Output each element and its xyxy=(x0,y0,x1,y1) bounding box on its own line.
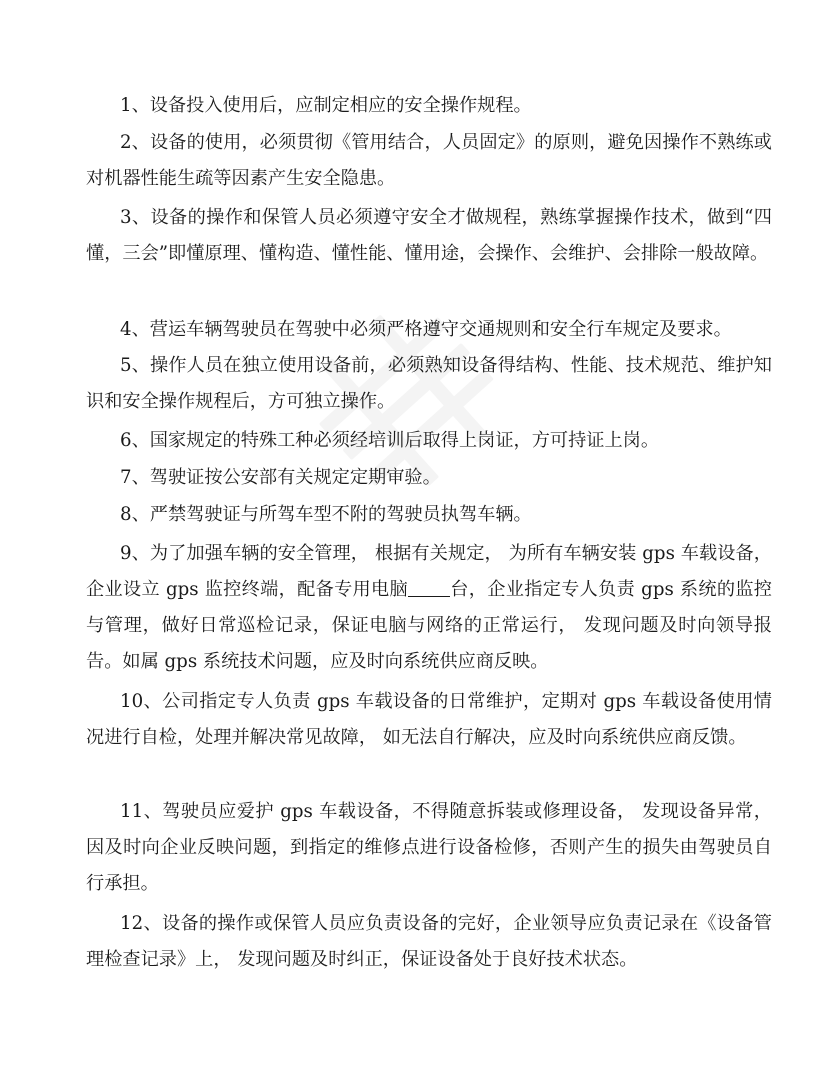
paragraph-6: 6、国家规定的特殊工种必须经培训后取得上岗证，方可持证上岗。 xyxy=(120,430,660,451)
paragraph-7: 7、驾驶证按公安部有关规定定期审验。 xyxy=(120,467,441,488)
paragraph-5: 5、操作人员在独立使用设备前，必须熟知设备得结构、性能、技术规范、维护知识和安全操作规程后，方可独立操作。 xyxy=(86,355,772,412)
blank-computer-count xyxy=(408,578,450,597)
paragraph-10: 10、公司指定专人负责 gps 车载设备的日常维护，定期对 gps 车载设备使用情况进行自检，处理并解决常见故障， 如无法自行解决，应及时向系统供应商反馈。 xyxy=(86,691,772,748)
paragraph-8: 8、严禁驾驶证与所驾车型不附的驾驶员执驾车辆。 xyxy=(120,504,532,525)
paragraph-9-part-b: 台，企业指定专人负责 gps 系统的监控与管理，做好日常巡检记录，保证电脑与网络的正常运行， 发现问题及时向领导报告。如属 gps 系统技术问题，应及时向系统供应商反映。 xyxy=(86,579,772,672)
paragraph-9-part-a: 9、为了加强车辆的安全管理， 根据有关规定， 为所有车辆安装 gps 车载设备， 企业设立 gps 监控终端，配备专用电脑 xyxy=(86,543,772,600)
paragraph-11: 11、驾驶员应爱护 gps 车载设备，不得随意拆装或修理设备， 发现设备异常，因及时向企业反映问题，到指定的维修点进行设备检修，否则产生的损失由驾驶员自行承担。 xyxy=(86,801,772,894)
paragraph-1: 1、设备投入使用后，应制定相应的安全操作规程。 xyxy=(120,95,532,116)
paragraph-2: 2、设备的使用，必须贯彻《管用结合，人员固定》的原则，避免因操作不熟练或对机器性能生疏等因素产生安全隐患。 xyxy=(86,132,772,189)
paragraph-3: 3、设备的操作和保管人员必须遵守安全才做规程，熟练掌握操作技术，做到“四懂，三会”即懂原理、懂构造、懂性能、懂用途，会操作、会维护、会排除一般故障。 xyxy=(86,207,772,264)
paragraph-4: 4、营运车辆驾驶员在驾驶中必须严格遵守交通规则和安全行车规定及要求。 xyxy=(120,319,732,340)
paragraph-12: 12、设备的操作或保管人员应负责设备的完好，企业领导应负责记录在《设备管理检查记录》上， 发现问题及时纠正，保证设备处于良好技术状态。 xyxy=(86,913,772,970)
paragraph-9 xyxy=(86,536,772,680)
